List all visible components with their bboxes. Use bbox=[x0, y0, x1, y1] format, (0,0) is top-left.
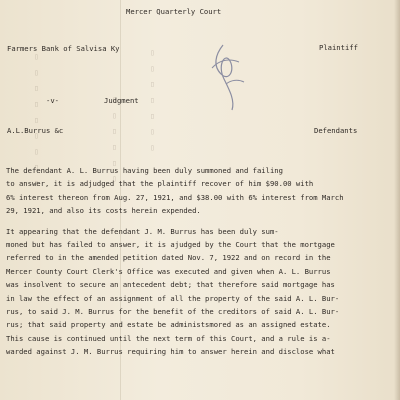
paragraph-1-line: 29, 1921, and also its costs herein expended. bbox=[6, 206, 201, 216]
paragraph-2-line: referred to in the amended petition dated Nov. 7, 1922 and on record in the bbox=[6, 253, 331, 263]
court-title: Mercer Quarterly Court bbox=[126, 7, 222, 16]
paragraph-2-line: rus, to said J. M. Burrus for the benefit of the creditors of said A. L. Bur- bbox=[6, 307, 340, 317]
paragraph-2-line: warded against J. M. Burrus requiring him to answer herein and disclose what bbox=[6, 347, 335, 357]
plaintiff-role: Plaintiff bbox=[319, 43, 358, 52]
defendant-role: Defendants bbox=[314, 126, 358, 135]
paragraph-2-line: It appearing that the defendant J. M. Burrus has been duly sum- bbox=[6, 226, 279, 236]
paragraph-gap bbox=[6, 218, 394, 225]
defendant-name: A.L.Burrus &c bbox=[7, 126, 64, 135]
paragraph-2-line: rus; that said property and estate be administsmored as an assigned estate. bbox=[6, 320, 331, 330]
paragraph-1-line: 6% interest thereon from Aug. 27, 1921, and $38.00 with 6% interest from March bbox=[6, 192, 344, 202]
judgment-body bbox=[6, 164, 394, 359]
paragraph-2-line: This cause is continued until the next term of this Court, and a rule is a- bbox=[6, 333, 331, 343]
versus-label: -v- bbox=[46, 96, 59, 105]
faded-stamp-middle: ▯ ▯ ▯ ▯ ▯ ▯ ▯ bbox=[148, 48, 157, 153]
plaintiff-name: Farmers Bank of Salvisa Ky bbox=[7, 44, 120, 53]
faded-stamp-left: ▯ ▯ ▯ ▯ ▯ ▯ ▯ ▯ ▯ bbox=[32, 52, 41, 189]
paragraph-2-line: in law the effect of an assignment of all the property of the said A. L. Bur- bbox=[6, 293, 340, 303]
paragraph-2-line: was insolvent to secure an antecedent debt; that therefore said mortgage has bbox=[6, 280, 335, 290]
paragraph-1-line: to answer, it is adjudged that the plaintiff recover of him $90.00 with bbox=[6, 179, 314, 189]
faded-stamp-right: ▯ ▯ ▯ ▯ ▯ ▯ bbox=[110, 95, 119, 185]
paragraph-1-line: The defendant A. L. Burrus having been duly summoned and failing bbox=[6, 166, 283, 175]
paragraph-2-line: moned but has failed to answer, it is ajudged by the Court that the mortgage bbox=[6, 240, 335, 250]
paragraph-2-line: Mercer County Court Clerk's Office was executed and given when A. L. Burrus bbox=[6, 266, 331, 276]
paper-edge-shadow bbox=[394, 0, 400, 400]
judgment-label: Judgment bbox=[104, 96, 139, 105]
signature-mark bbox=[205, 40, 250, 115]
